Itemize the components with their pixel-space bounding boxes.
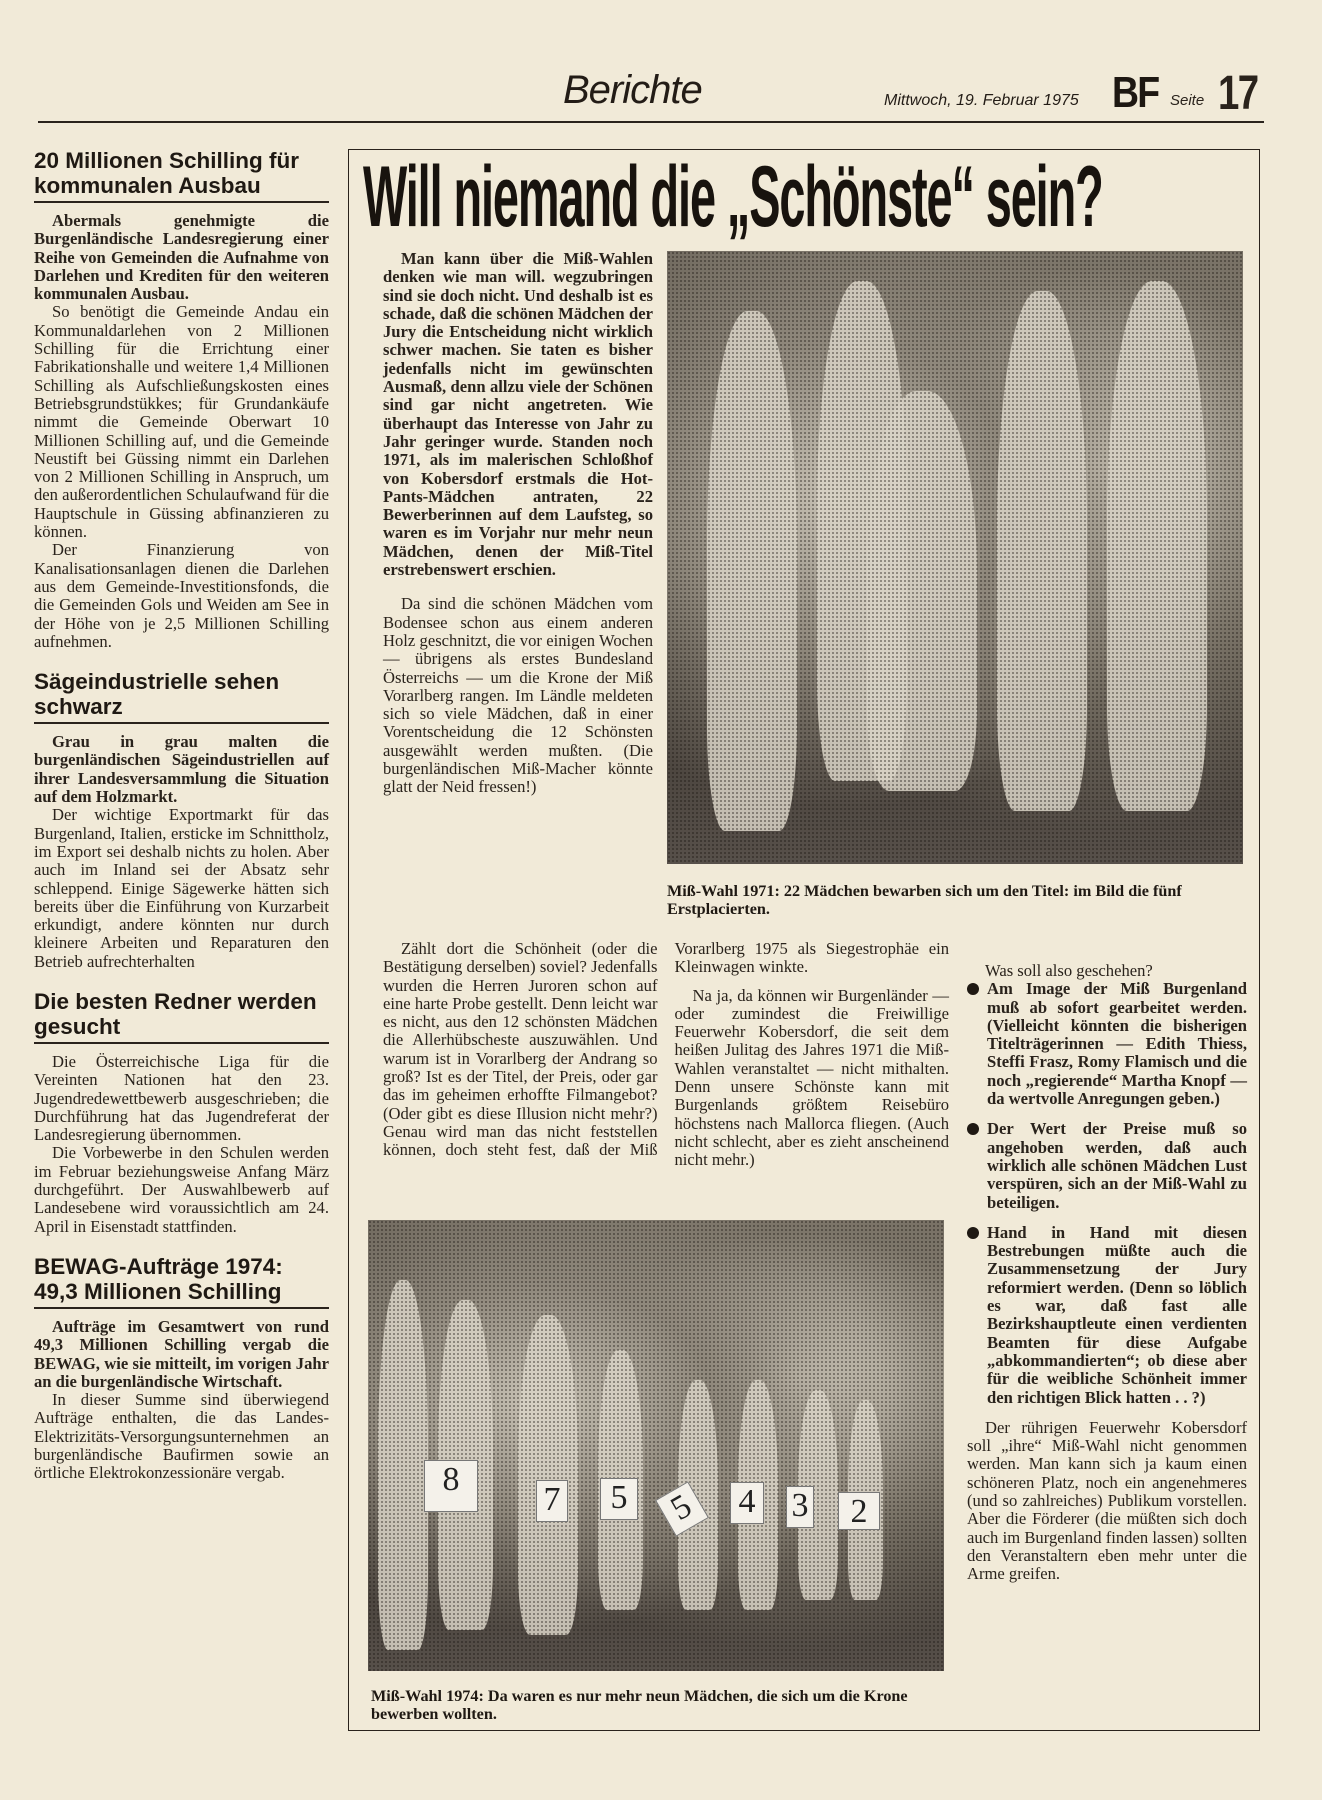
- placard: 4: [730, 1482, 764, 1524]
- header-rule: [38, 121, 1264, 123]
- article-headline: Sägeindustrielle sehen schwarz: [34, 669, 329, 724]
- placard: 5: [600, 1478, 638, 1520]
- article-lead: Grau in grau malten die burgenländischen Sägeindustriellen auf ihrer Landesversammlung die Situation auf dem Holzmarkt.: [34, 732, 329, 807]
- article-kommunaler-ausbau: [34, 148, 329, 651]
- main-paragraph: Zählt dort die Schönheit (oder die Bestätigung derselben) soviel? Jedenfalls wurden die Herren Juroren schon auf eine harte Probe gestellt. Denn leicht war es nicht, aus den 12 schönsten Mädchen die Allerhübscheste auszuwählen. Und warum ist in Vorarlberg der Andrang so groß? Ist es der Titel, der Preis, oder gar das im geheimen erhoffte Filmangebot? (Oder gibt es diese Illusion nicht mehr?) Genau wird man das nicht feststellen können, doch steht fest, daß der Miß Vorarlberg 1975 als Siegestrophäe ein Kleinwagen winkte.: [383, 939, 949, 1160]
- main-paragraph: Na ja, da können wir Burgenländer — oder zumindest die Freiwillige Feuerwehr Kobersdorf, die seit dem heißen Julitag des Jahres 1971 die Miß-Wahlen veranstaltet — nicht mithalten. Denn unsere Schönste kann mit Burgenlands größtem Reisebüro höchstens nach Mallorca fliegen. (Auch nicht schlecht, aber es zieht anscheinend nicht mehr.): [674, 985, 949, 1170]
- bullet-item: [967, 1120, 1247, 1211]
- placard: 8: [424, 1460, 478, 1512]
- main-lead: Man kann über die Miß-Wahlen denken wie man will. wegzubringen sind sie doch nicht. Und deshalb ist es schade, daß die schönen Mädchen der Jury die Entscheidung nicht wirklich schwer machen. Sie taten es bisher jedenfalls nicht im gewünschten Ausmaß, denn allzu viele der Schönen sind gar nicht angetreten. Wie überhaupt das Interesse von Jahr zu Jahr geringer wurde. Standen noch 1971, als im malerischen Schloßhof von Kobersdorf erstmals die Hot-Pants-Mädchen antraten, 22 Bewerberinnen auf dem Laufsteg, so waren es im Vorjahr nur mehr neun Mädchen, denen der Miß-Titel erstrebenswert erschien.: [383, 249, 653, 580]
- article-lead: Aufträge im Gesamtwert von rund 49,3 Millionen Schilling vergab die BEWAG, wie sie mitteilt, im vorigen Jahr an die burgenländische Wirtschaft.: [34, 1316, 329, 1391]
- photo2-caption: Miß-Wahl 1974: Da waren es nur mehr neun Mädchen, die sich um die Krone bewerben wollten.: [371, 1687, 908, 1723]
- page-label: Seite: [1170, 92, 1205, 109]
- section-title: Berichte: [563, 68, 702, 112]
- main-columns-2-3: [383, 940, 949, 1195]
- main-headline: Will niemand die „Schönste“ sein?: [363, 149, 1103, 245]
- bullet-icon: [967, 1227, 979, 1239]
- article-saegeindustrie: [34, 669, 329, 971]
- left-column: [34, 148, 329, 1483]
- article-paragraph: Der wichtige Exportmarkt für das Burgenland, Italien, ersticke im Schnittholz, im Export sei deshalb nichts zu holen. Aber auch im Inland sei der Absatz sehr schleppend. Einige Sägewerke hätten sich bereits über die Einführung von Kurzarbeit erkundigt, andere könnten nur durch kleinere Arbeiten und Reparaturen den Betrieb aufrechterhalten: [34, 805, 329, 971]
- main-closing: Der rührigen Feuerwehr Kobersdorf soll „ihre“ Miß-Wahl nicht genommen werden. Man kann sich ja kaum einen schöneren Platz, noch ein angenehmeres (und so zahlreiches) Publikum vorstellen. Aber die Förderer (die müßten sich doch auch im Burgenland finden lassen) sollten den Veranstaltern eben mehr unter die Arme greifen.: [967, 1417, 1247, 1584]
- article-headline: BEWAG-Aufträge 1974: 49,3 Millionen Schilling: [34, 1254, 329, 1309]
- placard: 7: [536, 1480, 568, 1522]
- bullet-icon: [967, 983, 979, 995]
- article-headline: Die besten Redner werden gesucht: [34, 989, 329, 1044]
- placard: 5: [655, 1481, 709, 1536]
- page-number: 17: [1218, 67, 1258, 120]
- newspaper-logo: BF: [1112, 68, 1159, 117]
- bullet-text: Der Wert der Preise muß so angehoben werden, daß auch wirklich alle schönen Mädchen Lust verspüren, sich an der Miß-Wahl zu beteiligen.: [987, 1119, 1247, 1212]
- bullet-text: Am Image der Miß Burgenland muß ab sofort gearbeitet werden. (Vielleicht könnten die bisherigen Titelträgerinnen — Edith Thiess, Steffi Frasz, Romy Flamisch und die noch „regierende“ Martha Knopf — da wertvolle Anregungen geben.): [987, 979, 1247, 1109]
- article-headline: 20 Millionen Schilling für kommunalen Ausbau: [34, 148, 329, 203]
- bullet-text: Hand in Hand mit diesen Bestrebungen müßte auch die Zusammensetzung der Jury reformiert werden. (Denn so löblich es war, daß fast alle Bezirkshauptleute einen verdienten Beamten für diese Aufgabe „abkommandierten“; ob diese aber für die weibliche Schönheit immer den richtigen Blick hatten . . ?): [987, 1222, 1247, 1407]
- main-question: Was soll also geschehen?: [985, 961, 1153, 980]
- article-lead: Abermals genehmigte die Burgenländische Landesregierung einer Reihe von Gemeinden die Aufnahme von Darlehen und Krediten für den weiteren kommunalen Ausbau.: [34, 211, 329, 304]
- placard: 2: [838, 1492, 880, 1530]
- main-article-box: [348, 149, 1260, 1731]
- issue-date: Mittwoch, 19. Februar 1975: [884, 92, 1079, 109]
- placard: 3: [786, 1486, 814, 1528]
- main-column-1: [383, 250, 653, 797]
- article-paragraph: Die Österreichische Liga für die Vereinten Nationen hat den 23. Jugendredewettbewerb ausgeschrieben; die Durchführung hat das Jugendreferat der Landesregierung übernommen.: [34, 1051, 329, 1145]
- article-paragraph: Der Finanzierung von Kanalisationsanlagen dienen die Darlehen aus dem Gemeinde-Investitionsfonds, die die Gemeinden Gols und Weiden am See in der Höhe von je 2,5 Millionen Schilling aufnehmen.: [34, 540, 329, 651]
- photo-miss-wahl-1974: [368, 1220, 944, 1671]
- article-paragraph: Die Vorbewerbe in den Schulen werden im Februar beziehungsweise Anfang März durchgeführt. Der Auswahlbewerb auf Landesebene wird voraussichtlich am 24. April in Eisenstadt stattfinden.: [34, 1143, 329, 1236]
- bullet-item: [967, 980, 1247, 1108]
- photo-miss-wahl-1971: [667, 251, 1243, 864]
- article-bewag: [34, 1254, 329, 1483]
- photo1-caption: Miß-Wahl 1971: 22 Mädchen bewarben sich um den Titel: im Bild die fünf Erstplacierten.: [667, 882, 1182, 918]
- article-paragraph: In dieser Summe sind überwiegend Aufträge enthalten, die das Landes-Elektrizitäts-Versorgungsunternehmen an burgenländische Baufirmen sowie an örtliche Elektrokonzessionäre vergab.: [34, 1390, 329, 1483]
- article-paragraph: So benötigt die Gemeinde Andau ein Kommunaldarlehen von 2 Millionen Schilling für die Errichtung einer Fabrikationshalle und weitere 1,4 Millionen Schilling als Aufschließungskosten eines Betriebsgrundstükkes; für Grundankäufe nimmt die Gemeinde Oberwart 10 Millionen Schilling auf, und die Gemeinde Neustift bei Güssing nimmt ein Darlehen von 2 Millionen Schilling in Anspruch, um den außerordentlichen Schulaufwand für die Hauptschule in Güssing abfinanzieren zu können.: [34, 302, 329, 542]
- main-column-4: [967, 958, 1247, 1584]
- main-paragraph: Da sind die schönen Mädchen vom Bodensee schon aus einem anderen Holz geschnitzt, die vor einigen Wochen — übrigens als erstes Bundesland Österreichs — um die Krone der Miß Vorarlberg rangen. Im Ländle meldeten sich so viele Mädchen, daß in einer Vorentscheidung die 12 Schönsten ausgewählt werden mußten. (Die burgenländischen Miß-Macher könnte glatt der Neid fressen!): [383, 594, 653, 797]
- bullet-item: [967, 1224, 1247, 1407]
- article-redner: [34, 989, 329, 1236]
- bullet-icon: [967, 1123, 979, 1135]
